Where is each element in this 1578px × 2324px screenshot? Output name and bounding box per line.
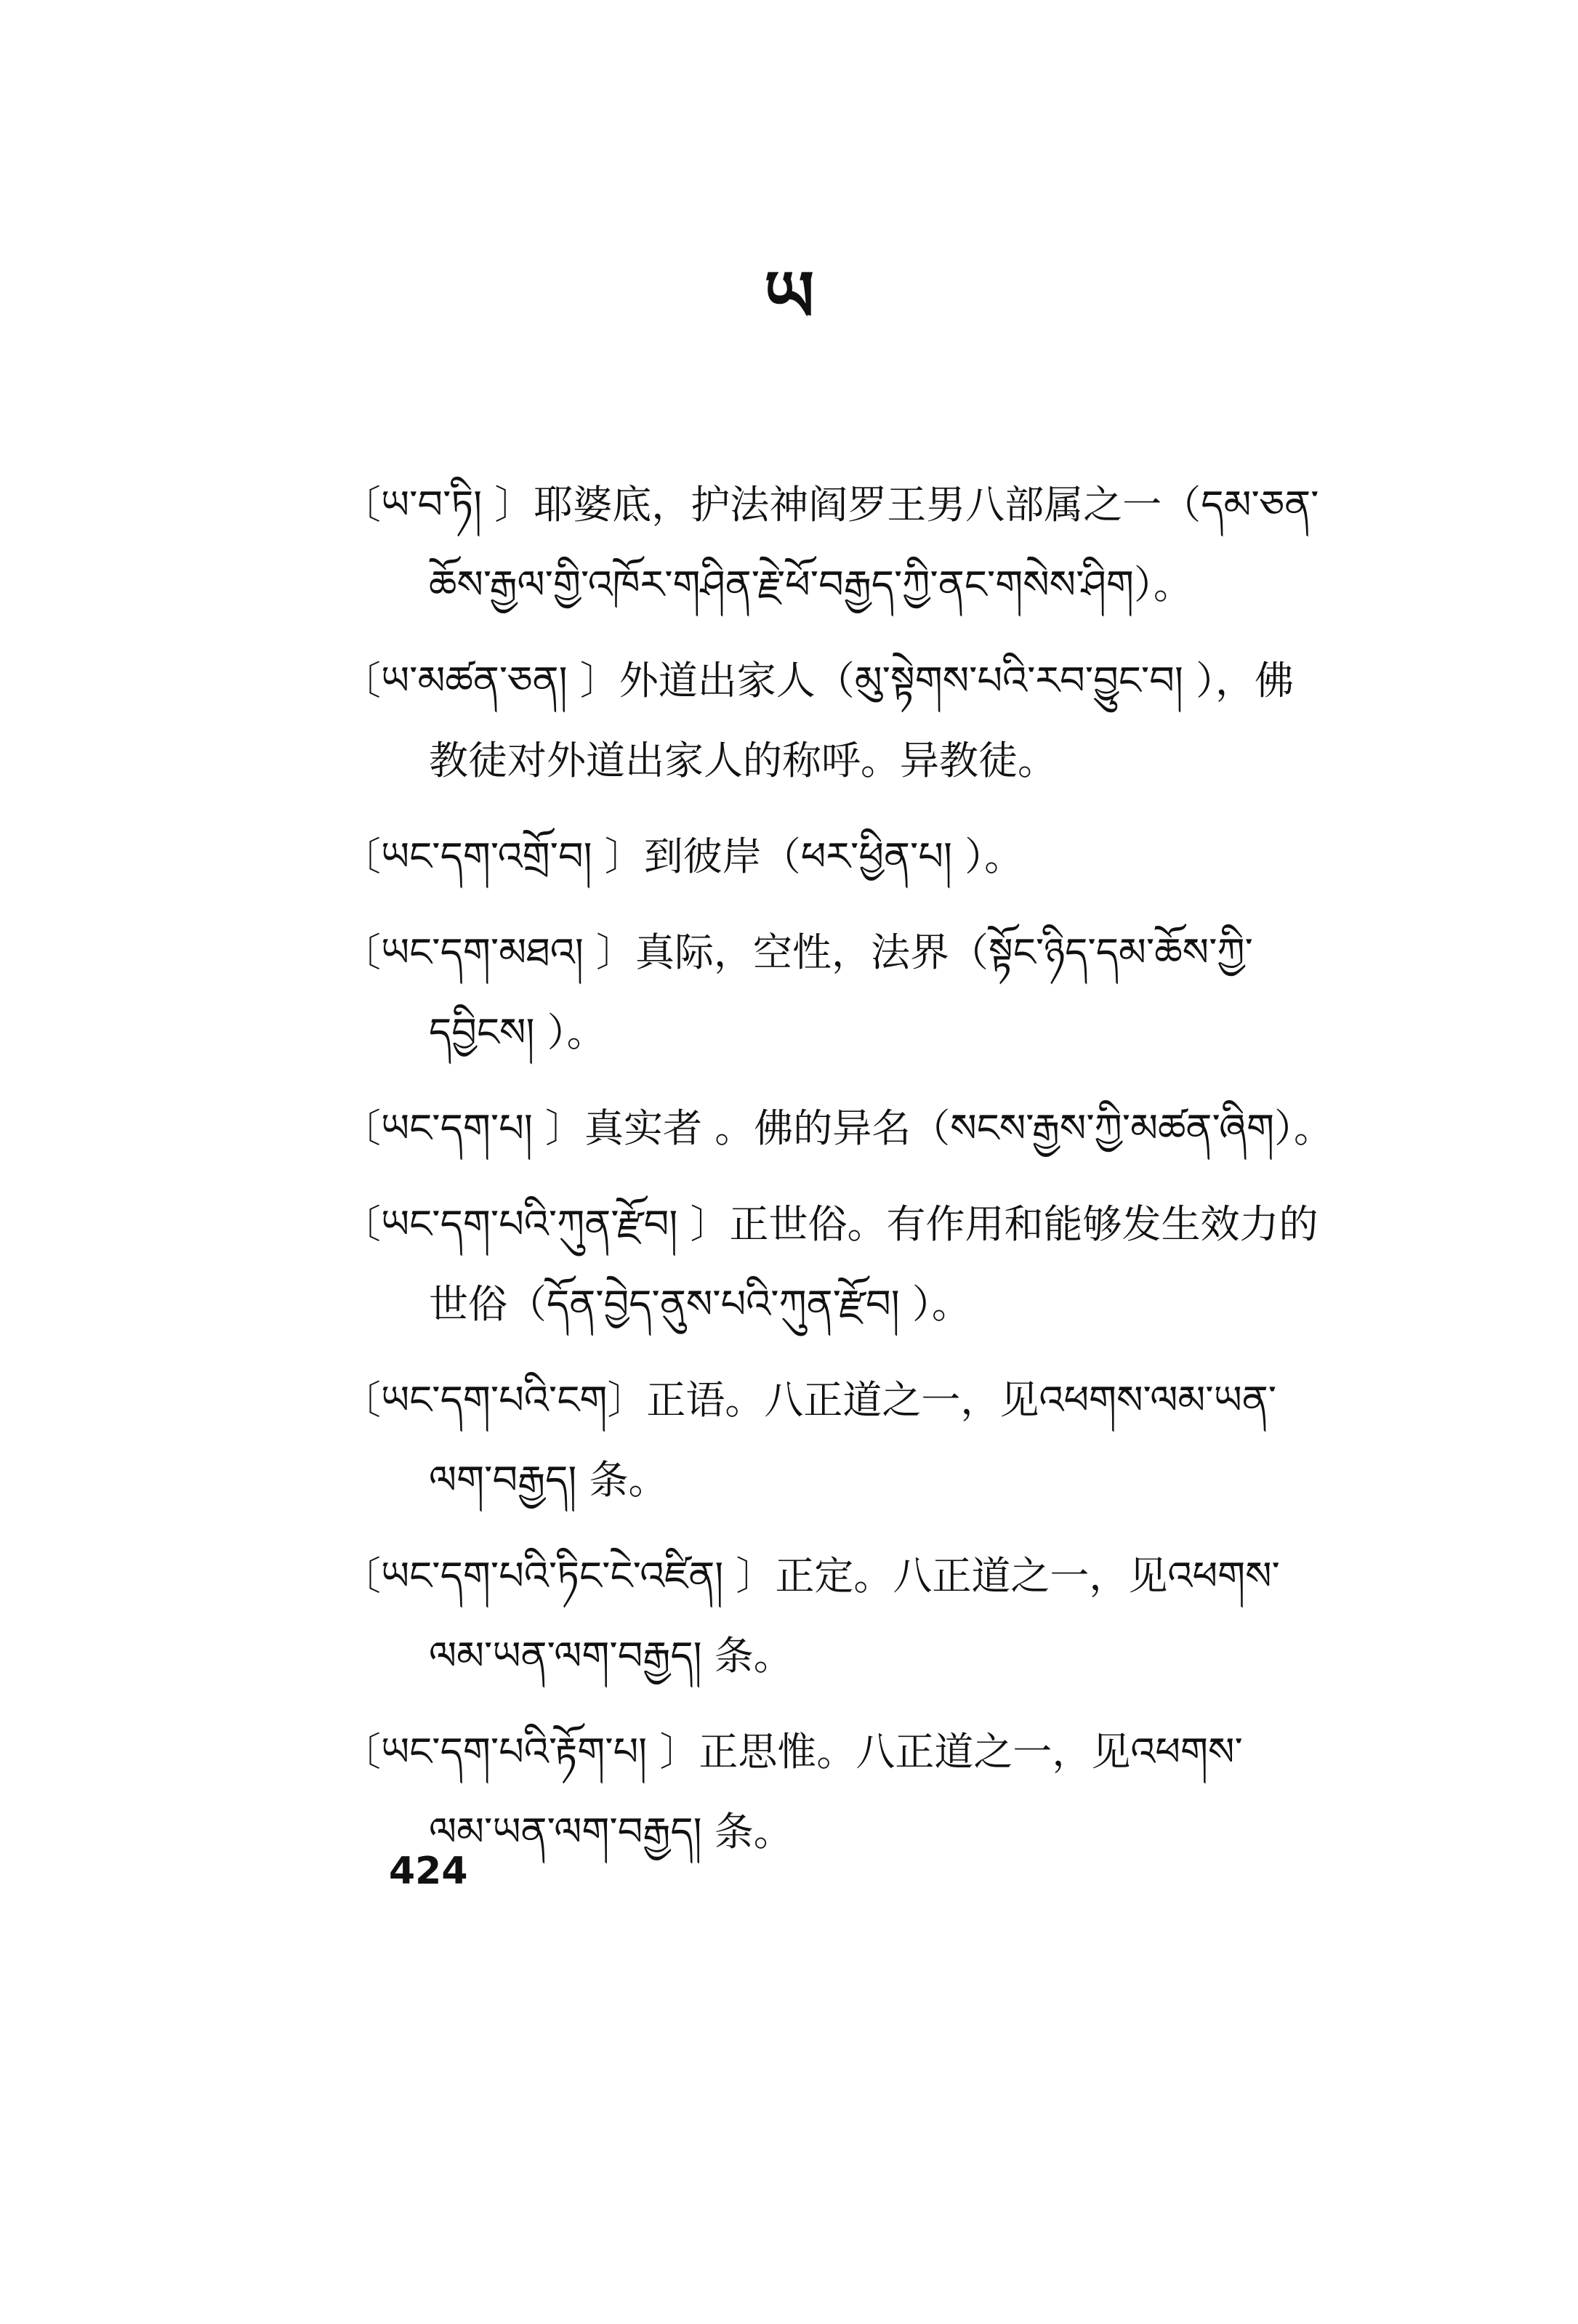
- entry-definition: 正世俗。有作用和能够发生效力的: [729, 1201, 1319, 1247]
- dictionary-entry: [342, 1185, 1446, 1344]
- entry-definition: 正思惟。八正道之一，见འཕགས་: [699, 1729, 1243, 1775]
- dictionary-entry: [342, 1536, 1446, 1696]
- entry-definition: 耶婆底，护法神阎罗王男八部属之一（དམ་ཅན་: [534, 482, 1319, 528]
- dictionary-entry: [342, 1089, 1446, 1169]
- entry-list: [342, 465, 1446, 1888]
- section-letter-heading: ཡ: [763, 255, 815, 337]
- entry-continuation: ལག་བརྒྱད། 条。: [429, 1457, 668, 1503]
- entry-definition: 外道出家人（མུ་སྟེགས་པའི་རབ་བྱུང་བ། ），佛: [619, 658, 1294, 703]
- entry-continuation: 教徒对外道出家人的称呼。异教徒。: [429, 738, 1057, 783]
- entry-term: 〔ཡང་དག་མཐའ། 〕: [342, 929, 635, 975]
- entry-definition: 真实者 。佛的异名（སངས་རྒྱས་ཀྱི་མཚན་ཞིག）。: [584, 1105, 1333, 1151]
- dictionary-entry: [342, 1712, 1446, 1872]
- entry-continuation: 世俗（དོན་བྱེད་ནུས་པའི་ཀུན་རྫོབ། ）。: [429, 1281, 971, 1327]
- page-number: 424: [389, 1849, 468, 1893]
- entry-definition: 到彼岸（ཕར་ཕྱིན་པ། ）。: [643, 834, 1024, 879]
- entry-term: 〔ཡང་དག་པའི་ཀུན་རྫོབ། 〕: [342, 1201, 730, 1247]
- entry-continuation: དབྱིངས། ）。: [429, 1009, 606, 1055]
- dictionary-entry: [342, 465, 1446, 625]
- entry-definition: 正定。八正道之一，见འཕགས་: [775, 1553, 1280, 1599]
- entry-term: 〔ཡ་བ་ཏི། 〕: [342, 482, 534, 528]
- entry-term: 〔ཡང་དག་པའི་ངག〕: [342, 1377, 647, 1423]
- dictionary-entry: [342, 913, 1446, 1073]
- entry-continuation: ལམ་ཡན་ལག་བརྒྱད། 条。: [429, 1809, 793, 1855]
- entry-term: 〔ཡང་དག་པའི་ཏིང་ངེ་འཛིན། 〕: [342, 1553, 776, 1599]
- entry-definition: 真际，空性，法界（སྟོང་ཉིད་དམ་ཆོས་ཀྱི་: [635, 929, 1253, 975]
- dictionary-entry: [342, 1360, 1446, 1520]
- entry-continuation: ཆོས་རྒྱལ་གྱི་འཁོར་གཤིན་རྗེ་ཕོ་བརྒྱད་ཀྱི་ནང་གསེས་ཤིག）。: [429, 562, 1193, 608]
- entry-term: 〔ཡང་དག་པ། 〕: [342, 1105, 585, 1151]
- dictionary-entry: [342, 817, 1446, 897]
- entry-term: 〔ཡང་དག་འགྲོ་བ། 〕: [342, 834, 644, 879]
- dictionary-entry: [342, 641, 1446, 801]
- entry-definition: 正语。八正道之一，见འཕགས་ལམ་ཡན་: [646, 1377, 1277, 1423]
- entry-continuation: ལམ་ཡན་ལག་བརྒྱད། 条。: [429, 1633, 793, 1679]
- entry-term: 〔ཡ་མཚན་ཅན། 〕: [342, 658, 619, 703]
- entry-term: 〔ཡང་དག་པའི་རྟོག་པ། 〕: [342, 1729, 699, 1775]
